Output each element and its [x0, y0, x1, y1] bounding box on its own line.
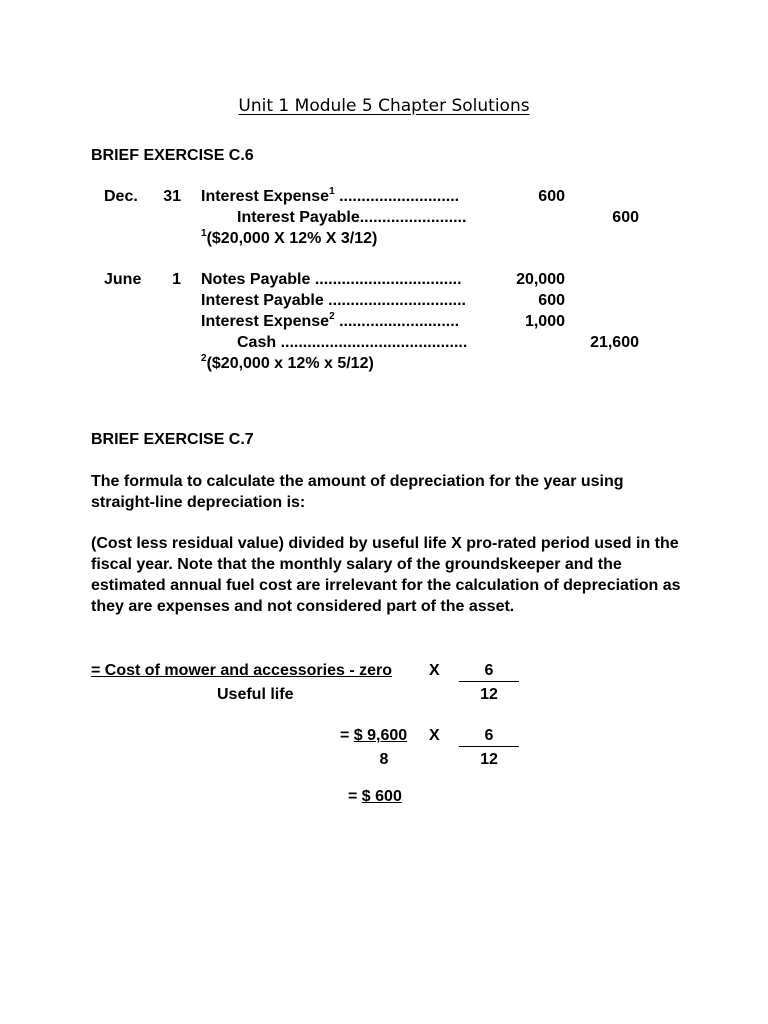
fraction-denominator: 12: [480, 751, 498, 768]
fraction-bar: [459, 746, 519, 747]
exercise-c7-heading: BRIEF EXERCISE C.7: [91, 431, 254, 448]
numerator-amount: $ 9,600: [353, 727, 408, 744]
account-name: Interest Expense: [201, 313, 330, 330]
footnote: [201, 229, 377, 249]
account-name: Interest Payable: [237, 209, 360, 226]
dot-leader: ..........................................: [276, 334, 468, 351]
account-name: Cash: [237, 334, 277, 351]
debit-amount: 600: [538, 292, 565, 309]
entry-day: 31: [163, 188, 181, 205]
depreciation-result: [348, 787, 402, 807]
formula-denominator: Useful life: [217, 686, 294, 703]
formula-denominator: 8: [379, 751, 389, 768]
entry-month: Dec.: [104, 188, 138, 205]
page-title: [0, 94, 768, 118]
credit-amount: 600: [612, 209, 639, 226]
result-amount: $ 600: [361, 788, 402, 805]
footnote-text: ($20,000 X 12% X 3/12): [206, 230, 378, 247]
dot-leader: ...............................: [323, 292, 466, 309]
debit-amount: 1,000: [524, 313, 565, 330]
debit-amount: 20,000: [516, 271, 565, 288]
account-name: Interest Expense: [201, 188, 330, 205]
formula-times: X: [429, 662, 440, 679]
explanation-paragraph: (Cost less residual value) divided by useful life X pro-rated period used in the fiscal year. Note that the monthly salary of the groundskeeper and the estimated annual fuel cost are irrelevant for the calculation of depreciation as they are expenses and not considered part of the asset.: [91, 535, 681, 615]
dot-leader: ...........................: [334, 188, 460, 205]
fraction-denominator: 12: [480, 686, 498, 703]
credit-amount: 21,600: [590, 334, 639, 351]
footnote-marker: 2: [329, 310, 335, 322]
entry-month: June: [104, 271, 142, 288]
account-name: Interest Payable: [201, 292, 324, 309]
footnote-marker: 2: [201, 352, 207, 364]
fraction-numerator: 6: [484, 662, 494, 679]
fraction-bar: [459, 681, 519, 682]
formula-numerator: = Cost of mower and accessories - zero: [91, 662, 392, 679]
footnote-marker: 1: [201, 227, 207, 239]
journal-line: [237, 208, 466, 228]
formula-numerator: [340, 726, 407, 746]
formula-intro-paragraph: The formula to calculate the amount of depreciation for the year using straight-line depreciation is:: [91, 473, 624, 511]
account-name: Notes Payable: [201, 271, 311, 288]
journal-line: [201, 270, 462, 290]
journal-line: [201, 312, 459, 332]
formula-times: X: [429, 727, 440, 744]
journal-line: [201, 291, 466, 311]
footnote-marker: 1: [329, 185, 335, 197]
entry-day: 1: [172, 271, 181, 288]
dot-leader: .................................: [310, 271, 462, 288]
exercise-c6-heading: BRIEF EXERCISE C.6: [91, 147, 254, 164]
footnote-text: ($20,000 x 12% x 5/12): [206, 355, 374, 372]
equals-sign: =: [348, 788, 362, 805]
dot-leader: ........................: [359, 209, 467, 226]
journal-line: [237, 333, 467, 353]
fraction-numerator: 6: [484, 727, 494, 744]
page-title-text: Unit 1 Module 5 Chapter Solutions: [238, 96, 530, 116]
equals-sign: =: [340, 727, 354, 744]
debit-amount: 600: [538, 188, 565, 205]
dot-leader: ...........................: [334, 313, 460, 330]
journal-line: [201, 187, 459, 207]
footnote: [201, 354, 374, 374]
